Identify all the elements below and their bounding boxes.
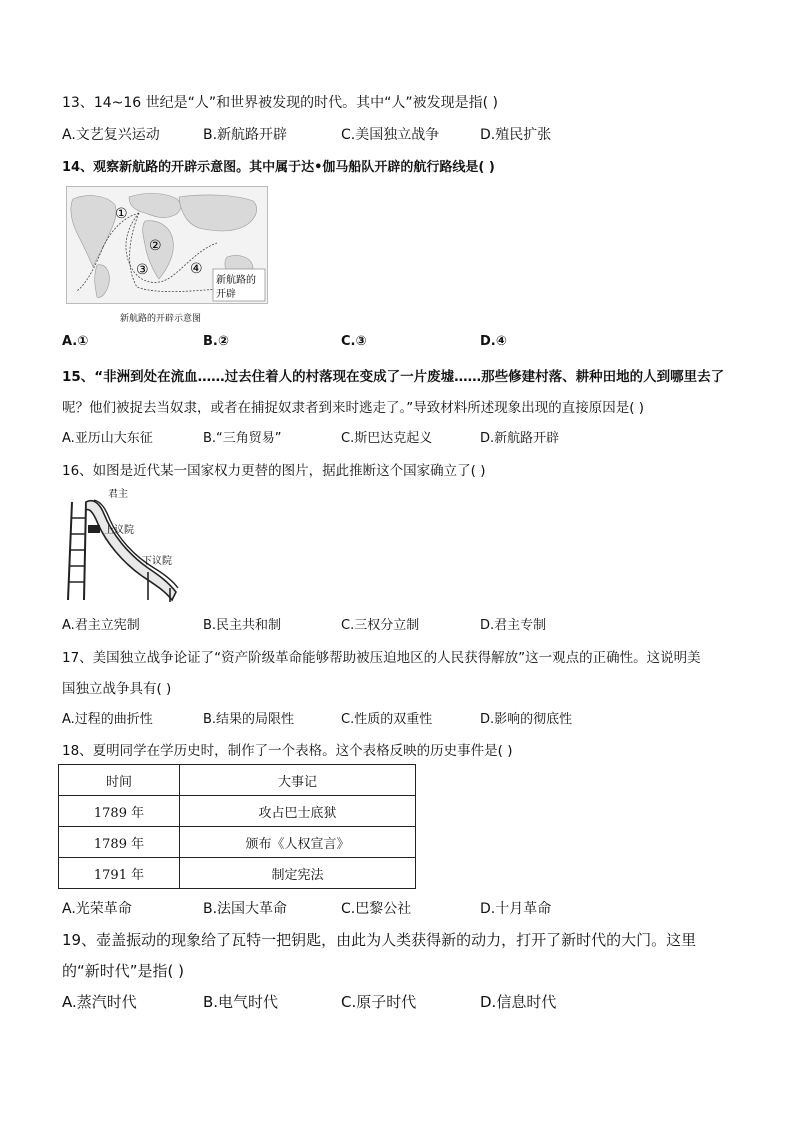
- question-19-stem-line2: 的“新时代”是指( ): [62, 962, 185, 980]
- label-lower-house: 下议院: [142, 556, 172, 567]
- question-18-options: [62, 898, 742, 920]
- q19-option-c: C.原子时代: [341, 993, 417, 1011]
- new-routes-map: [66, 186, 268, 304]
- q15-option-d: D.新航路开辟: [480, 431, 560, 446]
- map-legend-line2: 开辟: [216, 289, 236, 300]
- q18-option-c: C.巴黎公社: [341, 901, 412, 917]
- table-cell-year: 1791 年: [59, 858, 180, 889]
- table-row: [59, 796, 416, 827]
- question-15-options: [62, 427, 742, 449]
- slide-graphic: [64, 488, 184, 606]
- table-row: [59, 858, 416, 889]
- route-label-1: ①: [115, 206, 128, 222]
- question-16-stem: 16、如图是近代某一国家权力更替的图片，据此推断这个国家确立了( ): [62, 463, 486, 479]
- q18-option-a: A.光荣革命: [62, 901, 132, 917]
- q17-option-b: B.结果的局限性: [203, 712, 295, 727]
- q17-option-c: C.性质的双重性: [341, 712, 433, 727]
- route-label-4: ④: [190, 261, 203, 277]
- q18-option-b: B.法国大革命: [203, 901, 288, 917]
- table-cell-year: 1789 年: [59, 827, 180, 858]
- route-label-3: ③: [136, 262, 149, 278]
- q16-option-d: D.君主专制: [480, 618, 547, 633]
- label-upper-house: 上议院: [104, 525, 134, 536]
- question-13-stem: 13、14~16 世纪是“人”和世界被发现的时代。其中“人”被发现是指( ): [62, 95, 499, 111]
- table-header-time: 时间: [59, 765, 180, 796]
- q15-option-b: B.“三角贸易”: [203, 431, 282, 446]
- question-19-stem-line1: 19、壶盖振动的现象给了瓦特一把钥匙，由此为人类获得新的动力，打开了新时代的大门。这里: [62, 931, 697, 949]
- events-table: [58, 764, 416, 889]
- q14-option-d: D.④: [480, 334, 507, 349]
- question-17-stem-line2: 国独立战争具有( ): [62, 681, 172, 697]
- table-header-row: [59, 765, 416, 796]
- table-cell-year: 1789 年: [59, 796, 180, 827]
- q15-option-a: A.亚历山大东征: [62, 431, 153, 446]
- world-map-graphic: [67, 187, 267, 303]
- question-19-options: [62, 991, 742, 1013]
- q15-option-c: C.斯巴达克起义: [341, 431, 433, 446]
- question-17-stem-line1: 17、美国独立战争论证了“资产阶级革命能够帮助被压迫地区的人民获得解放”这一观点的正确性。这说明美: [62, 650, 701, 666]
- question-13-options: [62, 124, 742, 146]
- question-15-stem-line1-text: 15、“非洲到处在流血……过去住着人的村落现在变成了一片废墟……那些修建村落、耕种田地的人到哪里去了: [62, 369, 725, 385]
- question-17-options: [62, 708, 742, 730]
- q17-option-a: A.过程的曲折性: [62, 712, 153, 727]
- question-14-stem: 14、观察新航路的开辟示意图。其中属于达•伽马船队开辟的航行路线是( ): [62, 160, 495, 175]
- table-cell-event: 制定宪法: [180, 858, 416, 889]
- q14-option-c: C.③: [341, 334, 367, 349]
- table-row: [59, 827, 416, 858]
- q19-option-b: B.电气时代: [203, 993, 279, 1011]
- q14-option-a: A.①: [62, 334, 89, 349]
- question-15-stem-line1: [62, 365, 724, 385]
- power-slide-figure: [64, 488, 184, 606]
- q16-option-c: C.三权分立制: [341, 618, 420, 633]
- map-caption: 新航路的开辟示意图: [120, 314, 202, 324]
- q14-option-b: B.②: [203, 334, 229, 349]
- table-header-events: 大事记: [180, 765, 416, 796]
- question-14-options: [62, 334, 742, 356]
- question-16-options: [62, 614, 742, 636]
- label-monarch: 君主: [108, 489, 128, 500]
- q18-option-d: D.十月革命: [480, 901, 552, 917]
- q13-option-b: B.新航路开辟: [203, 127, 288, 143]
- q16-option-a: A.君主立宪制: [62, 618, 140, 633]
- q17-option-d: D.影响的彻底性: [480, 712, 573, 727]
- q19-option-a: A.蒸汽时代: [62, 993, 137, 1011]
- table-cell-event: 颁布《人权宣言》: [180, 827, 416, 858]
- q13-option-c: C.美国独立战争: [341, 127, 440, 143]
- route-label-2: ②: [149, 238, 162, 254]
- table-cell-event: 攻占巴士底狱: [180, 796, 416, 827]
- q13-option-a: A.文艺复兴运动: [62, 127, 160, 143]
- q19-option-d: D.信息时代: [480, 993, 557, 1011]
- q16-option-b: B.民主共和制: [203, 618, 282, 633]
- question-15-stem-line2: 呢？他们被捉去当奴隶，或者在捕捉奴隶者到来时逃走了。”导致材料所述现象出现的直接原因是( ): [62, 400, 645, 416]
- map-legend-line1: 新航路的: [216, 275, 256, 286]
- question-18-stem: 18、夏明同学在学历史时，制作了一个表格。这个表格反映的历史事件是( ): [62, 743, 513, 759]
- q13-option-d: D.殖民扩张: [480, 127, 552, 143]
